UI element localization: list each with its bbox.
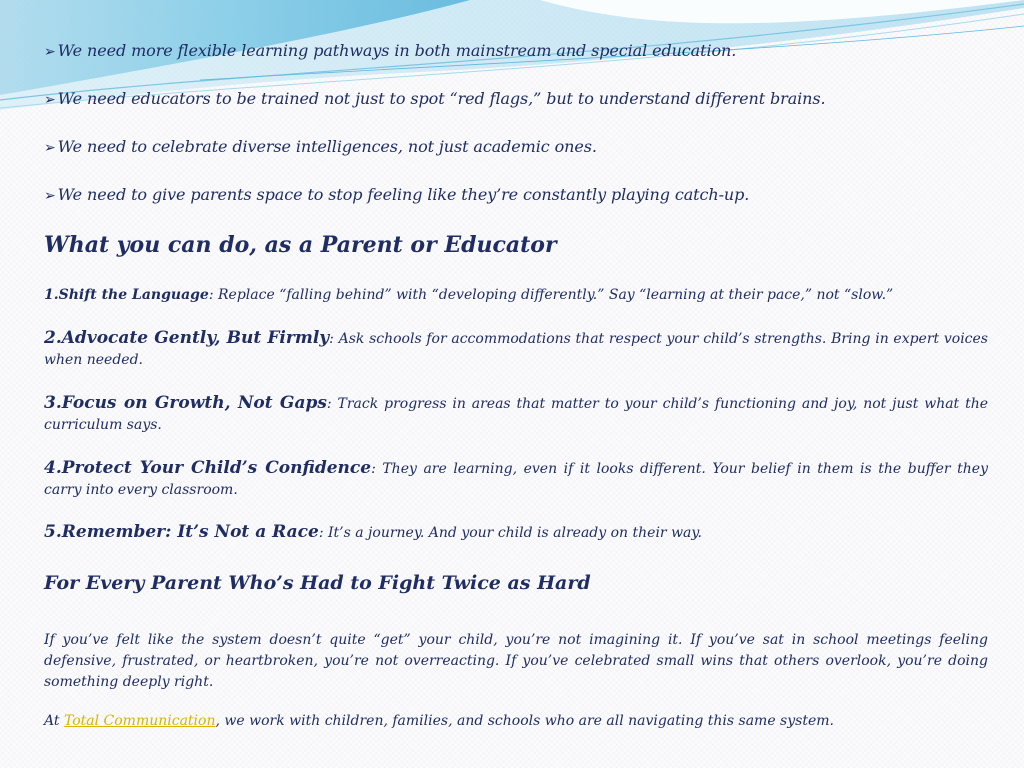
bullet-item: ➢ We need more flexible learning pathways in both mainstream and special education. — [44, 41, 737, 60]
body-paragraph: If you’ve felt like the system doesn’t quite “get” your child, you’re not imagining it. If you’ve sat in school meetings feeling defensive, frustrated, or heartbroken, you’re not overreacting. If you’ve celebrated small wins that others overlook, you’re doing something deeply right. — [44, 632, 988, 690]
arrow-bullet-icon: ➢ — [44, 44, 56, 60]
bullet-item: ➢ We need to celebrate diverse intelligences, not just academic ones. — [44, 137, 597, 156]
section-heading-what-you-can-do: What you can do, as a Parent or Educator — [44, 232, 557, 258]
total-communication-link[interactable]: Total Communication — [63, 713, 216, 729]
list-item: 1.Shift the Language: Replace “falling behind” with “developing differently.” Say “learning at their pace,” not “slow.” — [44, 287, 894, 303]
arrow-bullet-icon: ➢ — [44, 92, 56, 108]
bullet-item: ➢ We need educators to be trained not just to spot “red flags,” but to understand different brains. — [44, 89, 826, 108]
arrow-bullet-icon: ➢ — [44, 140, 56, 156]
list-item: 4.Protect Your Child’s Confidence: They are learning, even if it looks different. Your belief in them is the buffer they carry into every classroom. — [44, 458, 988, 498]
list-item: 5.Remember: It’s Not a Race: It’s a journey. And your child is already on their way. — [44, 522, 702, 542]
bullet-item: ➢ We need to give parents space to stop feeling like they’re constantly playing catch-up. — [44, 185, 750, 204]
closing-paragraph: At Total Communication, we work with children, families, and schools who are all navigating this same system. — [44, 713, 834, 729]
list-item: 2.Advocate Gently, But Firmly: Ask schools for accommodations that respect your child’s strengths. Bring in expert voices when needed. — [44, 328, 988, 368]
arrow-bullet-icon: ➢ — [44, 188, 56, 204]
list-item: 3.Focus on Growth, Not Gaps: Track progress in areas that matter to your child’s functioning and joy, not just what the curriculum says. — [44, 393, 988, 433]
section-heading-for-every-parent: For Every Parent Who’s Had to Fight Twice as Hard — [44, 572, 591, 594]
